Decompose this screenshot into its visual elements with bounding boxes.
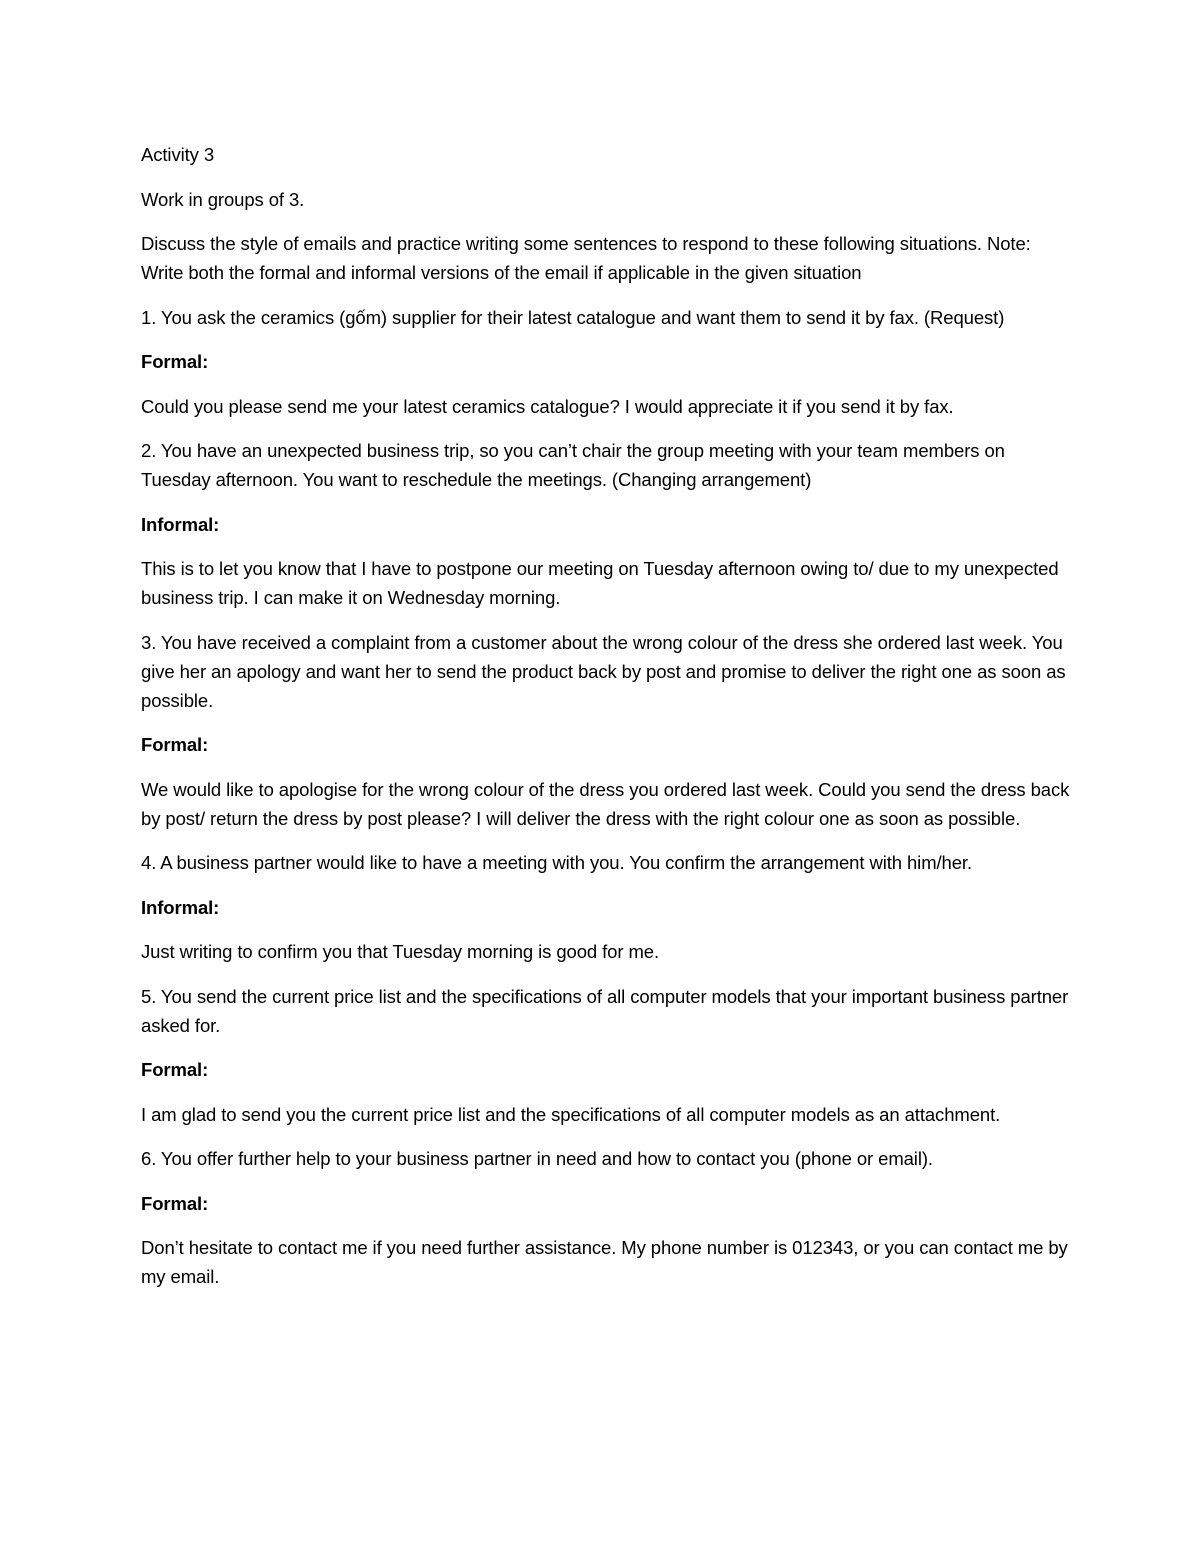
situation-prompt-6: 6. You offer further help to your business partner in need and how to contact you (phone or email). bbox=[141, 1148, 933, 1169]
situation-prompt-4: 4. A business partner would like to have a meeting with you. You confirm the arrangement with him/her. bbox=[141, 852, 972, 873]
register-label-2: Informal: bbox=[141, 513, 220, 535]
register-label-3: Formal: bbox=[141, 734, 209, 755]
situation-prompt-1: 1. You ask the ceramics (gốm) supplier for their latest catalogue and want them to send it by fax. (Request) bbox=[141, 306, 1005, 328]
register-label-4: Informal: bbox=[141, 896, 220, 918]
sample-answer-2: This is to let you know that I have to postpone our meeting on Tuesday afternoon owing to/ due to my unexpected business trip. I can make it on Wednesday morning. bbox=[141, 558, 1059, 608]
sample-answer-5: I am glad to send you the current price list and the specifications of all computer models as an attachment. bbox=[141, 1103, 1001, 1125]
sample-answer-3: We would like to apologise for the wrong colour of the dress you ordered last week. Could you send the dress back by post/ return the dress by post please? I will deliver the dress with the right colour one as soon as possible. bbox=[141, 778, 1070, 829]
instruction-group: Work in groups of 3. bbox=[141, 188, 305, 210]
document-title: Activity 3 bbox=[141, 144, 215, 165]
sample-answer-1: Could you please send me your latest ceramics catalogue? I would appreciate it if you send it by fax. bbox=[141, 395, 954, 417]
situation-prompt-2: 2. You have an unexpected business trip, so you can’t chair the group meeting with your team members on Tuesday afternoon. You want to reschedule the meetings. (Changing arrangement) bbox=[141, 440, 1005, 490]
sample-answer-4: Just writing to confirm you that Tuesday morning is good for me. bbox=[141, 941, 660, 962]
register-label-5: Formal: bbox=[141, 1059, 209, 1080]
sample-answer-6: Don’t hesitate to contact me if you need further assistance. My phone number is 012343, or you can contact me by my email. bbox=[141, 1237, 1068, 1287]
situation-prompt-5: 5. You send the current price list and the specifications of all computer models that your important business partner asked for. bbox=[141, 985, 1069, 1036]
situation-prompt-3: 3. You have received a complaint from a customer about the wrong colour of the dress she ordered last week. You give her an apology and want her to send the product back by post and promise to deliver the right one as soon as possible. bbox=[141, 631, 1066, 711]
register-label-6: Formal: bbox=[141, 1192, 209, 1214]
instruction-task: Discuss the style of emails and practice writing some sentences to respond to these following situations. Note: Write both the formal and informal versions of the email if applicable in the given situation bbox=[141, 233, 1031, 283]
register-label-1: Formal: bbox=[141, 351, 209, 372]
document-page bbox=[141, 140, 1071, 1307]
